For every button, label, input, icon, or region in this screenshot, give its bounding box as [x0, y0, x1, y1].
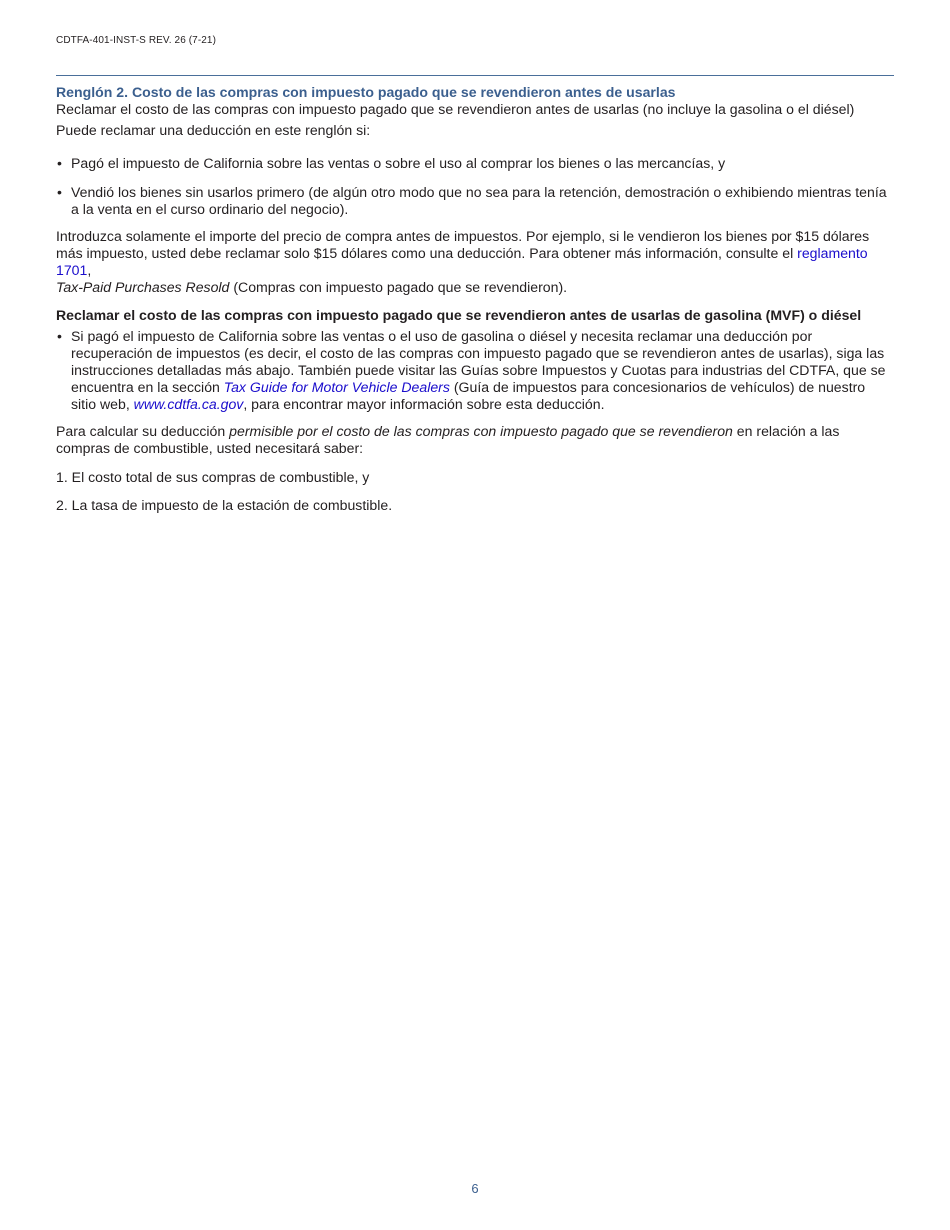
calc-paragraph — [56, 423, 894, 457]
website-link-text: www.cdtfa.ca.gov — [133, 396, 244, 412]
bullet-icon: • — [57, 328, 62, 344]
section-title: Renglón 2. Costo de las compras con impuesto pagado que se revendieron antes de usarlas — [56, 84, 676, 100]
condition-lead: Puede reclamar una deducción en este renglón si: — [56, 122, 371, 138]
list-item — [56, 155, 894, 172]
calc-italic: permisible por el costo de las compras con impuesto pagado que se revendieron — [229, 423, 733, 439]
bullet-text: Vendió los bienes sin usarlos primero (de algún otro modo que no sea para la retención, demostración o exhibiendo mientras tenía a la venta en el curso ordinario del negocio). — [71, 184, 887, 217]
example-text: Introduzca solamente el importe del precio de compra antes de impuestos. Por ejemplo, si le vendieron los bienes por $15 dólares más impuesto, usted debe reclamar solo $15 dólares como una deducción. Para obtener más información, consulte el — [56, 228, 870, 261]
fuel-bullet-part2: (Guía de impuestos para concesionarios de vehículos) de nuestro sitio web, — [71, 379, 866, 412]
example-paragraph — [56, 228, 894, 296]
numbered-item: 1. El costo total de sus compras de combustible, y — [56, 469, 370, 485]
fuel-bullet-part1: Si pagó el impuesto de California sobre las ventas o el uso de gasolina o diésel y necesita reclamar una deducción por recuperación de impuestos (es decir, el costo de las compras con impuesto pagado que se revendieron antes de usarlas), siga las instrucciones detalladas más abajo. También puede visitar las Guías sobre Impuestos y Cuotas para industrias del CDTFA, que se encuentra en la sección — [71, 328, 886, 395]
bullet-text: Pagó el impuesto de California sobre las ventas o sobre el uso al comprar los bienes o las mercancías, y — [71, 155, 726, 171]
tax-guide-link[interactable] — [224, 379, 450, 395]
fuel-bullet-text — [71, 328, 885, 412]
numbered-item: 2. La tasa de impuesto de la estación de combustible. — [56, 497, 393, 513]
website-link[interactable] — [134, 396, 244, 412]
tax-guide-link-text: Tax Guide for Motor Vehicle Dealers — [223, 379, 450, 395]
example-comma: , — [87, 262, 92, 278]
bullet-icon: • — [57, 184, 62, 200]
example-end: (Compras con impuesto pagado que se revendieron). — [229, 279, 568, 295]
page-number: 6 — [471, 1181, 479, 1196]
regulation-1701-link[interactable]: reglamento 1701 — [56, 245, 868, 278]
fuel-bullet-part3: , para encontrar mayor información sobre esta deducción. — [243, 396, 605, 412]
list-item — [56, 184, 894, 218]
section-intro: Reclamar el costo de las compras con impuesto pagado que se revendieron antes de usarlas (no incluye la gasolina o el diésel) — [56, 101, 855, 117]
fuel-subheading: Reclamar el costo de las compras con impuesto pagado que se revendieron antes de usarlas de gasolina (MVF) o diésel — [56, 307, 862, 323]
list-item — [56, 328, 894, 413]
page-content — [56, 75, 894, 514]
calc-part2: en relación a las compras de combustible, usted necesitará saber: — [56, 423, 840, 456]
calc-part1: Para calcular su deducción — [56, 423, 230, 439]
form-id: CDTFA-401-INST-S REV. 26 (7-21) — [56, 35, 217, 46]
bullet-icon: • — [57, 155, 62, 171]
regulation-title: Tax-Paid Purchases Resold — [56, 279, 230, 295]
